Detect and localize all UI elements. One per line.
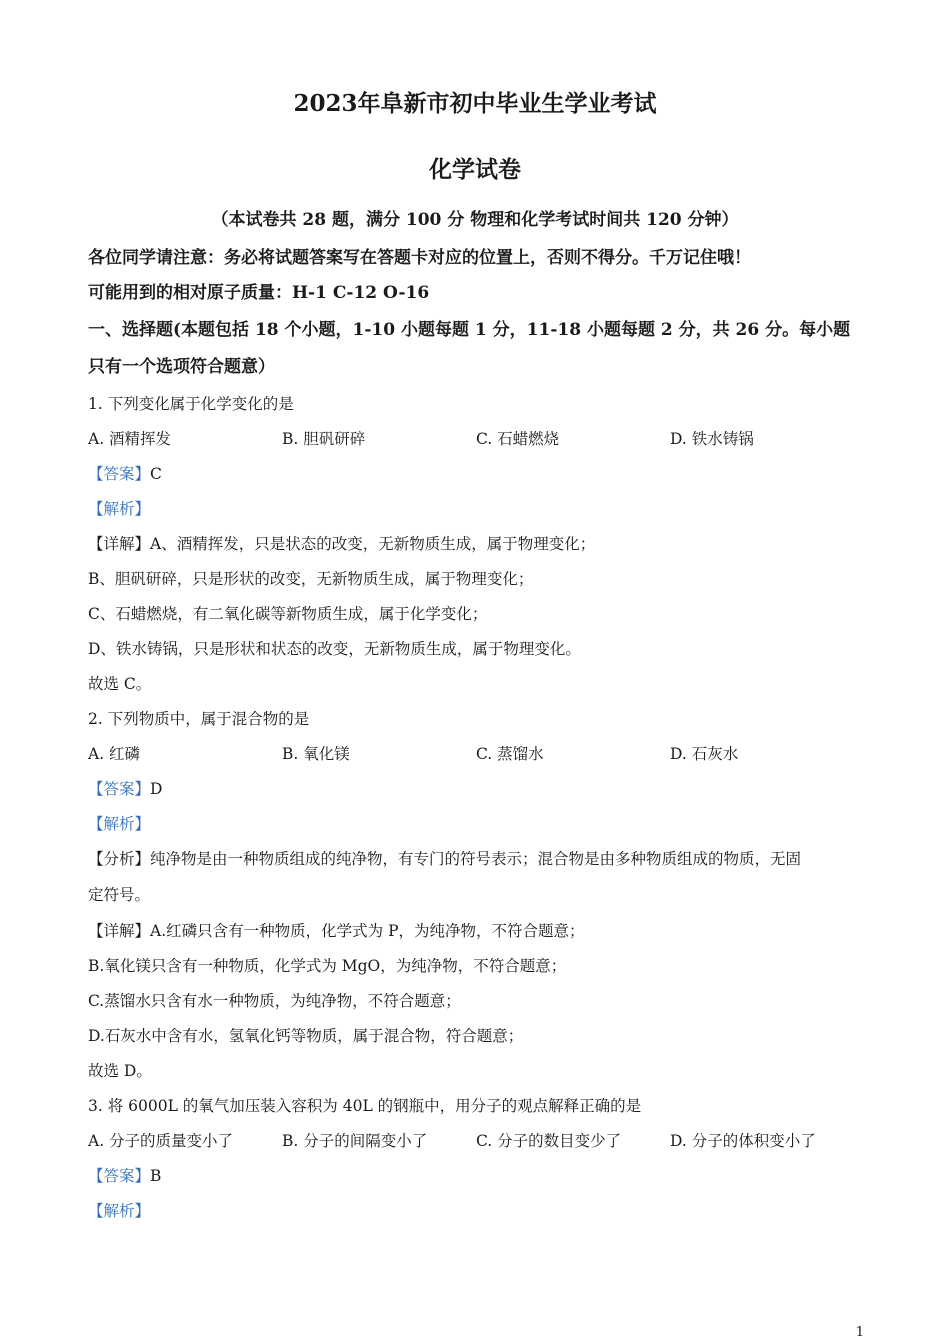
answer-tag: 【答案】: [88, 1167, 151, 1185]
q3-option-a: A. 分子的质量变小了: [88, 1132, 234, 1150]
notice-text: 各位同学请注意：务必将试题答案写在答题卡对应的位置上，否则不得分。千万记住哦！: [88, 248, 751, 268]
q1-answer-value: C: [150, 465, 162, 483]
q2-option-c: C. 蒸馏水: [476, 745, 544, 763]
q3-stem: 3. 将 6000L 的氧气加压装入容积为 40L 的钢瓶中，用分子的观点解释正确的是: [88, 1097, 642, 1115]
q1-options: [88, 427, 868, 451]
q2-answer: [88, 777, 868, 801]
q3-option-b: B. 分子的间隔变小了: [282, 1132, 428, 1150]
q1-detail-b: B、胆矾研碎，只是形状的改变，无新物质生成，属于物理变化；: [88, 570, 534, 588]
q1-analysis: [88, 497, 868, 521]
q1-conclusion: 故选 C。: [88, 675, 152, 693]
exam-title: 2023年阜新市初中毕业生学业考试: [293, 90, 657, 117]
q3-options: [88, 1129, 868, 1153]
q2-analysis: [88, 812, 868, 836]
q2-option-a: A. 红磷: [88, 745, 141, 763]
detail-tag: 【详解】: [88, 922, 151, 940]
fenxi-tag: 【分析】: [88, 850, 151, 868]
q2-option-b: B. 氧化镁: [282, 745, 350, 763]
q2-fenxi-text: 纯净物是由一种物质组成的纯净物，有专门的符号表示；混合物是由多种物质组成的物质，无固: [150, 850, 802, 868]
detail-tag: 【详解】: [88, 535, 151, 553]
q2-fenxi-line1: [88, 847, 868, 871]
section-heading-line1: 一、选择题(本题包括 18 个小题，1-10 小题每题 1 分，11-18 小题每题 2 分，共 26 分。每小题: [88, 320, 851, 340]
q1-detail-a: [88, 532, 868, 556]
q2-detail-a: [88, 919, 868, 943]
q3-option-d: D. 分子的体积变小了: [670, 1132, 816, 1150]
q3-answer: [88, 1164, 868, 1188]
page-number: 1: [855, 1325, 864, 1340]
q2-answer-value: D: [150, 780, 163, 798]
analysis-tag: 【解析】: [88, 500, 151, 518]
q1-option-c: C. 石蜡燃烧: [476, 430, 560, 448]
atomic-mass-text: 可能用到的相对原子质量：H-1 C-12 O-16: [88, 283, 430, 303]
q2-conclusion: 故选 D。: [88, 1062, 152, 1080]
q3-option-c: C. 分子的数目变少了: [476, 1132, 622, 1150]
q2-detail-c: C.蒸馏水只含有水一种物质，为纯净物，不符合题意；: [88, 992, 461, 1010]
q1-option-a: A. 酒精挥发: [88, 430, 172, 448]
q2-option-d: D. 石灰水: [670, 745, 739, 763]
q1-option-b: B. 胆矾研碎: [282, 430, 366, 448]
q1-answer: [88, 462, 868, 486]
q1-detail-a-text: A、酒精挥发，只是状态的改变，无新物质生成，属于物理变化；: [150, 535, 596, 553]
q1-detail-d: D、铁水铸锅，只是形状和状态的改变，无新物质生成，属于物理变化。: [88, 640, 581, 658]
section-heading-line2: 只有一个选项符合题意）: [88, 357, 275, 377]
answer-tag: 【答案】: [88, 465, 151, 483]
analysis-tag: 【解析】: [88, 1202, 151, 1220]
q1-stem: 1. 下列变化属于化学变化的是: [88, 395, 294, 413]
analysis-tag: 【解析】: [88, 815, 151, 833]
q2-detail-b: B.氧化镁只含有一种物质，化学式为 MgO，为纯净物，不符合题意；: [88, 957, 567, 975]
q2-fenxi-line2: 定符号。: [88, 886, 151, 904]
exam-note: （本试卷共 28 题，满分 100 分 物理和化学考试时间共 120 分钟）: [211, 210, 739, 230]
q2-detail-d: D.石灰水中含有水，氢氧化钙等物质，属于混合物，符合题意；: [88, 1027, 524, 1045]
q3-analysis: [88, 1199, 868, 1223]
q3-answer-value: B: [150, 1167, 162, 1185]
q1-option-d: D. 铁水铸锅: [670, 430, 754, 448]
q2-detail-a-text: A.红磷只含有一种物质，化学式为 P，为纯净物，不符合题意；: [150, 922, 585, 940]
answer-tag: 【答案】: [88, 780, 151, 798]
exam-subtitle: 化学试卷: [429, 156, 521, 183]
q2-options: [88, 742, 868, 766]
q1-detail-c: C、石蜡燃烧，有二氧化碳等新物质生成，属于化学变化；: [88, 605, 488, 623]
q2-stem: 2. 下列物质中，属于混合物的是: [88, 710, 310, 728]
